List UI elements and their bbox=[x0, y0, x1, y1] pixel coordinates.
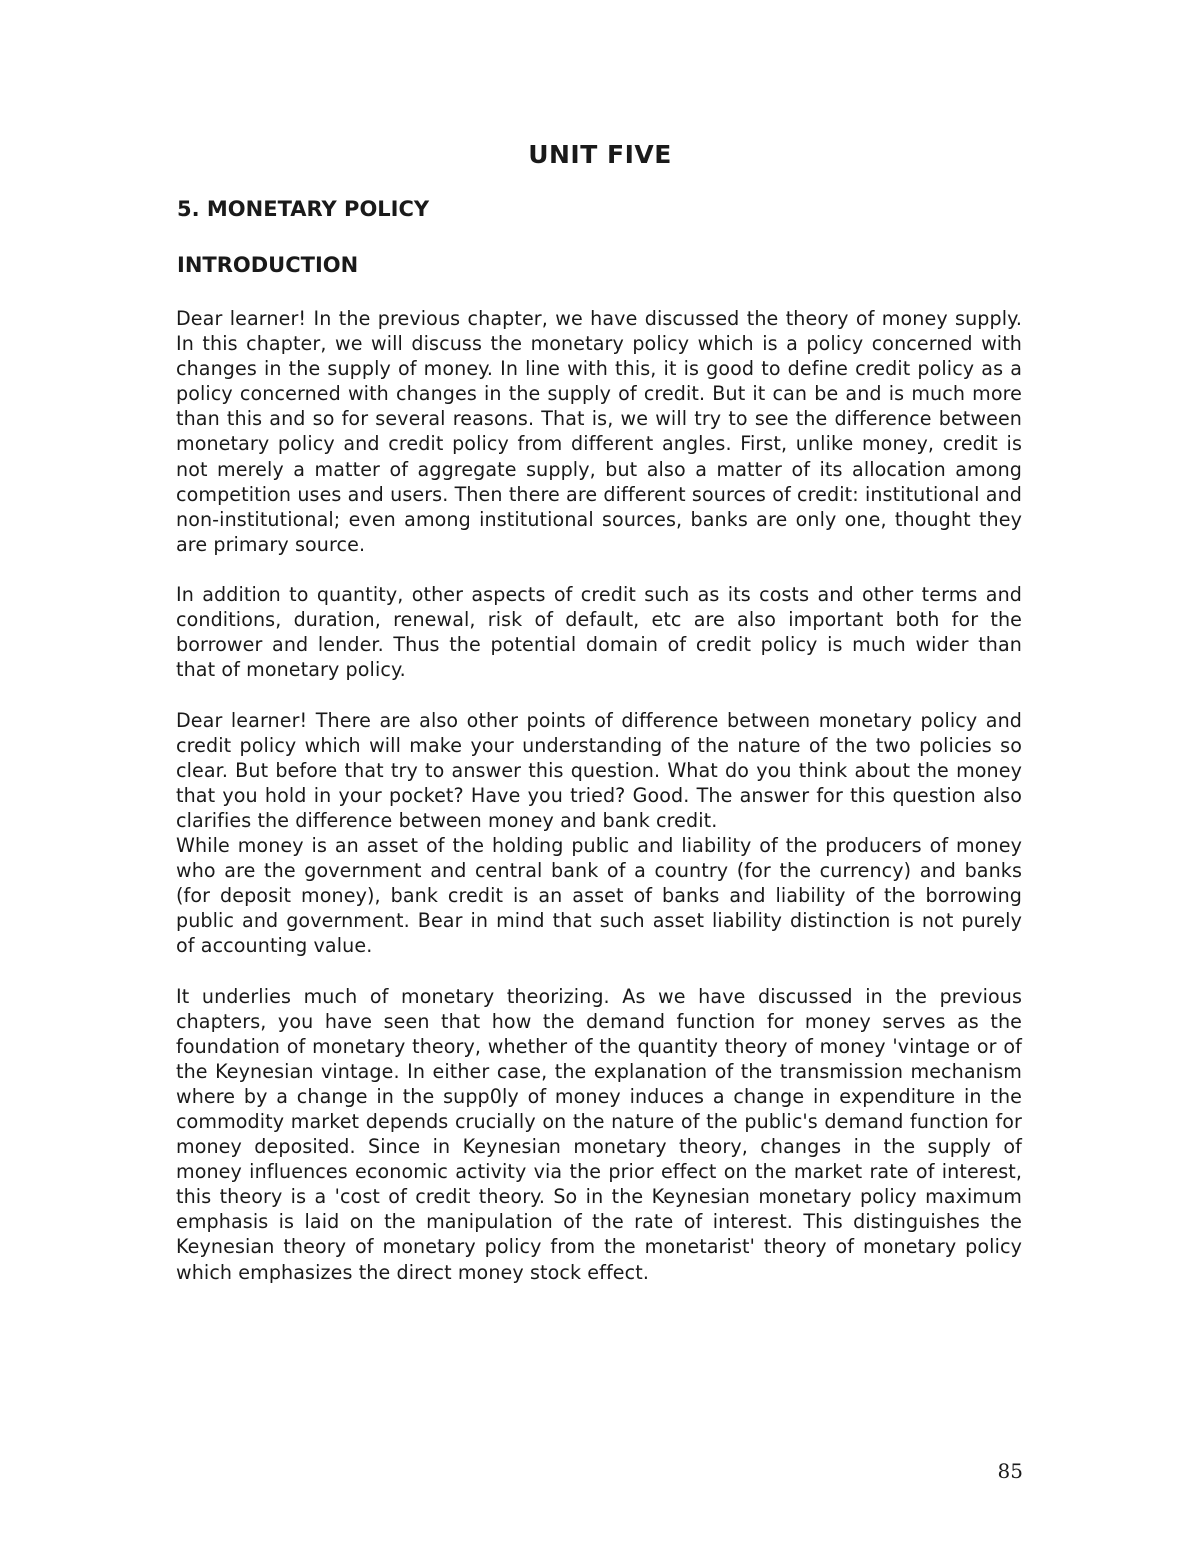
paragraph-asset-liability: While money is an asset of the holding public and liability of the producers of money who are the government and central bank of a country (for the currency) and banks (for deposit money), bank credit is an asset of banks and liability of the borrowing public and government. Bear in mind that such asset liability distinction is not purely of accounting value. bbox=[176, 833, 1022, 958]
page-number: 85 bbox=[997, 1459, 1023, 1483]
introduction-heading: INTRODUCTION bbox=[177, 253, 359, 277]
body-text bbox=[176, 306, 1022, 1285]
paragraph-monetary-theorizing: It underlies much of monetary theorizing. As we have discussed in the previous chapters, you have seen that how the demand function for money serves as the foundation of monetary theory, whether of the quantity theory of money 'vintage or of the Keynesian vintage. In either case, the explanation of the transmission mechanism where by a change in the supp0ly of money induces a change in expenditure in the commodity market depends crucially on the nature of the public's demand function for money deposited. Since in Keynesian monetary theory, changes in the supply of money influences economic activity via the prior effect on the market rate of interest, this theory is a 'cost of credit theory. So in the Keynesian monetary policy maximum emphasis is laid on the manipulation of the rate of interest. This distinguishes the Keynesian theory of monetary policy from the monetarist' theory of monetary policy which emphasizes the direct money stock effect. bbox=[176, 984, 1022, 1284]
unit-title: UNIT FIVE bbox=[528, 140, 672, 169]
paragraph-points-of-difference: Dear learner! There are also other points of difference between monetary policy and credit policy which will make your understanding of the nature of the two policies so clear. But before that try to answer this question. What do you think about the money that you hold in your pocket? Have you tried? Good. The answer for this question also clarifies the difference between money and bank credit. bbox=[176, 708, 1022, 832]
paragraph-dear-learner-intro: Dear learner! In the previous chapter, we have discussed the theory of money supply. In this chapter, we will discuss the monetary policy which is a policy concerned with changes in the supply of money. In line with this, it is good to define credit policy as a policy concerned with changes in the supply of credit. But it can be and is much more than this and so for several reasons. That is, we will try to see the difference between monetary policy and credit policy from different angles. First, unlike money, credit is not merely a matter of aggregate supply, but also a matter of its allocation among competition uses and users. Then there are different sources of credit: institutional and non-institutional; even among institutional sources, banks are only one, thought they are primary source. bbox=[176, 307, 1022, 556]
paragraph-quantity-aspects: In addition to quantity, other aspects of credit such as its costs and other terms and conditions, duration, renewal, risk of default, etc are also important both for the borrower and lender. Thus the potential domain of credit policy is much wider than that of monetary policy. bbox=[176, 583, 1022, 682]
section-heading: 5. MONETARY POLICY bbox=[177, 197, 430, 221]
